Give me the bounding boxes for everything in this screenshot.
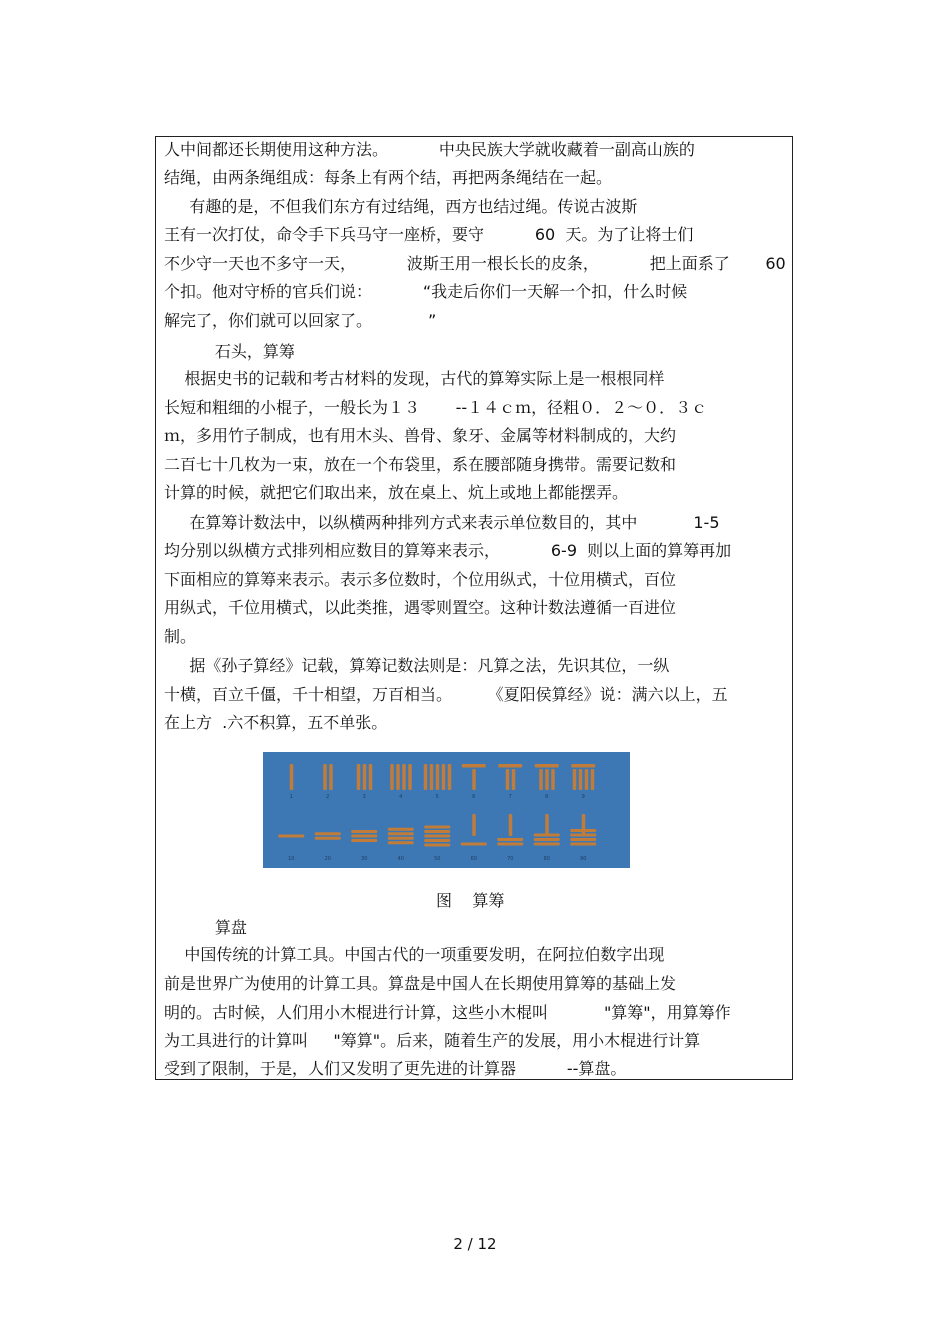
vertical-rod (582, 814, 586, 836)
vertical-rod (390, 764, 394, 790)
text-line: 在上方 .六不积算，五不单张。 (164, 713, 388, 732)
text-line: 明的。古时候，人们用小木棍进行计算，这些小木棍叫 "算筹"，用算筹作 (164, 1003, 731, 1022)
text-line: 结绳，由两条绳组成：每条上有两个结，再把两条绳结在一起。 (164, 168, 613, 187)
horizontal-rod (388, 837, 414, 840)
horizontal-rod (278, 835, 304, 838)
rod-digit-label: 3 (362, 794, 366, 800)
vertical-rod (430, 764, 434, 790)
vertical-rod (402, 764, 406, 790)
vertical-rod (585, 769, 589, 790)
vertical-rod (424, 764, 428, 790)
text-line: 个扣。他对守桥的官兵们说： “我走后你们一天解一个扣，什么时候 (164, 282, 688, 301)
text-line: 在算筹计数法中，以纵横两种排列方式来表示单位数目的，其中 1-5 (164, 513, 720, 532)
horizontal-rod (424, 844, 450, 847)
vertical-rod (436, 764, 440, 790)
vertical-rod (396, 764, 400, 790)
text-line: 长短和粗细的小棍子，一般长为１３ --１４ｃｍ，径粗０．２～０．３ｃ (164, 398, 708, 417)
page-number: 2 / 12 (453, 1235, 497, 1253)
rod-digit-label: 6 (472, 794, 476, 800)
section-heading: 石头，算筹 (164, 342, 295, 361)
horizontal-rod (570, 834, 596, 837)
rod-digit-label: 8 (545, 794, 549, 800)
text-line: 制。 (164, 627, 197, 646)
rod-digit-label: 9 (581, 794, 585, 800)
horizontal-rod (497, 838, 523, 841)
figure-caption: 图 算筹 (436, 891, 505, 910)
rod-digit-label: 90 (580, 856, 587, 862)
vertical-rod (363, 764, 367, 790)
horizontal-rod (571, 764, 595, 768)
vertical-rod (329, 764, 333, 790)
vertical-rod (290, 764, 294, 790)
horizontal-rod (461, 843, 487, 846)
text-line: 为工具进行的计算叫 "筹算"。后来，随着生产的发展，用小木棍进行计算 (164, 1031, 701, 1050)
vertical-rod (323, 764, 327, 790)
horizontal-rod (424, 835, 450, 838)
horizontal-rod (388, 828, 414, 831)
rod-digit-label: 30 (361, 856, 368, 862)
vertical-rod (448, 764, 452, 790)
horizontal-rod (424, 826, 450, 829)
text-line: 根据史书的记载和考古材料的发现，古代的算筹实际上是一根根同样 (164, 369, 665, 388)
text-line: 解完了，你们就可以回家了。 ” (164, 311, 437, 330)
text-line: 不少守一天也不多守一天， 波斯王用一根长长的皮条， 把上面系了 60 (164, 254, 786, 273)
text-line: 有趣的是，不但我们东方有过结绳，西方也结过绳。传说古波斯 (164, 197, 638, 216)
text-line: ｍ，多用竹子制成，也有用木头、兽骨、象牙、金属等材料制成的，大约 (164, 426, 677, 445)
text-line: 用纵式，千位用横式，以此类推，遇零则置空。这种计数法遵循一百进位 (164, 598, 677, 617)
vertical-rod (545, 814, 549, 836)
rod-digit-label: 1 (289, 794, 293, 800)
rod-digit-label: 60 (470, 856, 477, 862)
text-line: 据《孙子算经》记载，算筹记数法则是：凡算之法，先识其位，一纵 (164, 656, 670, 675)
text-line: 计算的时候，就把它们取出来，放在桌上、炕上或地上都能摆弄。 (164, 483, 629, 502)
text-line: 均分别以纵横方式排列相应数目的算筹来表示， 6-9 则以上面的算筹再加 (164, 541, 732, 560)
vertical-rod (591, 769, 595, 790)
vertical-rod (579, 769, 583, 790)
horizontal-rod (424, 839, 450, 842)
horizontal-rod (315, 837, 341, 840)
vertical-rod (357, 764, 361, 790)
text-line: 王有一次打仗，命令手下兵马守一座桥，要守 60 天。为了让将士们 (164, 225, 694, 244)
counting-rods-image (263, 752, 630, 868)
horizontal-rod (497, 843, 523, 846)
horizontal-rod (570, 843, 596, 846)
horizontal-rod (388, 841, 414, 844)
rod-digit-label: 80 (543, 856, 550, 862)
text-line: 前是世界广为使用的计算工具。算盘是中国人在长期使用算筹的基础上发 (164, 974, 677, 993)
text-line: 下面相应的算筹来表示。表示多位数时，个位用纵式，十位用横式，百位 (164, 570, 677, 589)
rod-digit-label: 40 (397, 856, 404, 862)
vertical-rod (545, 769, 549, 790)
horizontal-rod (534, 834, 560, 837)
counting-rods-figure (263, 752, 630, 868)
vertical-rod (506, 769, 510, 790)
horizontal-rod (351, 839, 377, 842)
rod-digit-label: 20 (324, 856, 331, 862)
rod-digit-label: 10 (288, 856, 295, 862)
vertical-rod (512, 769, 516, 790)
vertical-rod (442, 764, 446, 790)
vertical-rod (509, 814, 513, 836)
horizontal-rod (424, 830, 450, 833)
vertical-rod (573, 769, 577, 790)
section-heading: 算盘 (164, 918, 247, 937)
horizontal-rod (534, 838, 560, 841)
vertical-rod (551, 769, 555, 790)
vertical-rod (472, 814, 476, 836)
text-line: 十横，百立千僵，千十相望，万百相当。 《夏阳侯算经》说：满六以上，五 (164, 685, 728, 704)
rod-digit-label: 50 (434, 856, 441, 862)
horizontal-rod (315, 832, 341, 835)
text-line: 中国传统的计算工具。中国古代的一项重要发明，在阿拉伯数字出现 (164, 945, 665, 964)
vertical-rod (539, 769, 543, 790)
vertical-rod (408, 764, 412, 790)
horizontal-rod (351, 830, 377, 833)
vertical-rod (472, 769, 476, 790)
rod-digit-label: 4 (399, 794, 403, 800)
horizontal-rod (535, 764, 559, 768)
rod-digit-label: 7 (508, 794, 512, 800)
horizontal-rod (351, 835, 377, 838)
horizontal-rod (388, 832, 414, 835)
text-line: 受到了限制，于是，人们又发明了更先进的计算器 --算盘。 (164, 1059, 627, 1078)
rod-digit-label: 70 (507, 856, 514, 862)
horizontal-rod (534, 843, 560, 846)
text-line: 二百七十几枚为一束，放在一个布袋里，系在腰部随身携带。需要记数和 (164, 455, 677, 474)
horizontal-rod (462, 764, 486, 768)
rod-digit-label: 2 (326, 794, 330, 800)
text-line: 人中间都还长期使用这种方法。 中央民族大学就收藏着一副高山族的 (164, 140, 695, 159)
horizontal-rod (570, 838, 596, 841)
horizontal-rod (570, 829, 596, 832)
vertical-rod (369, 764, 373, 790)
rod-digit-label: 5 (435, 794, 439, 800)
horizontal-rod (498, 764, 522, 768)
